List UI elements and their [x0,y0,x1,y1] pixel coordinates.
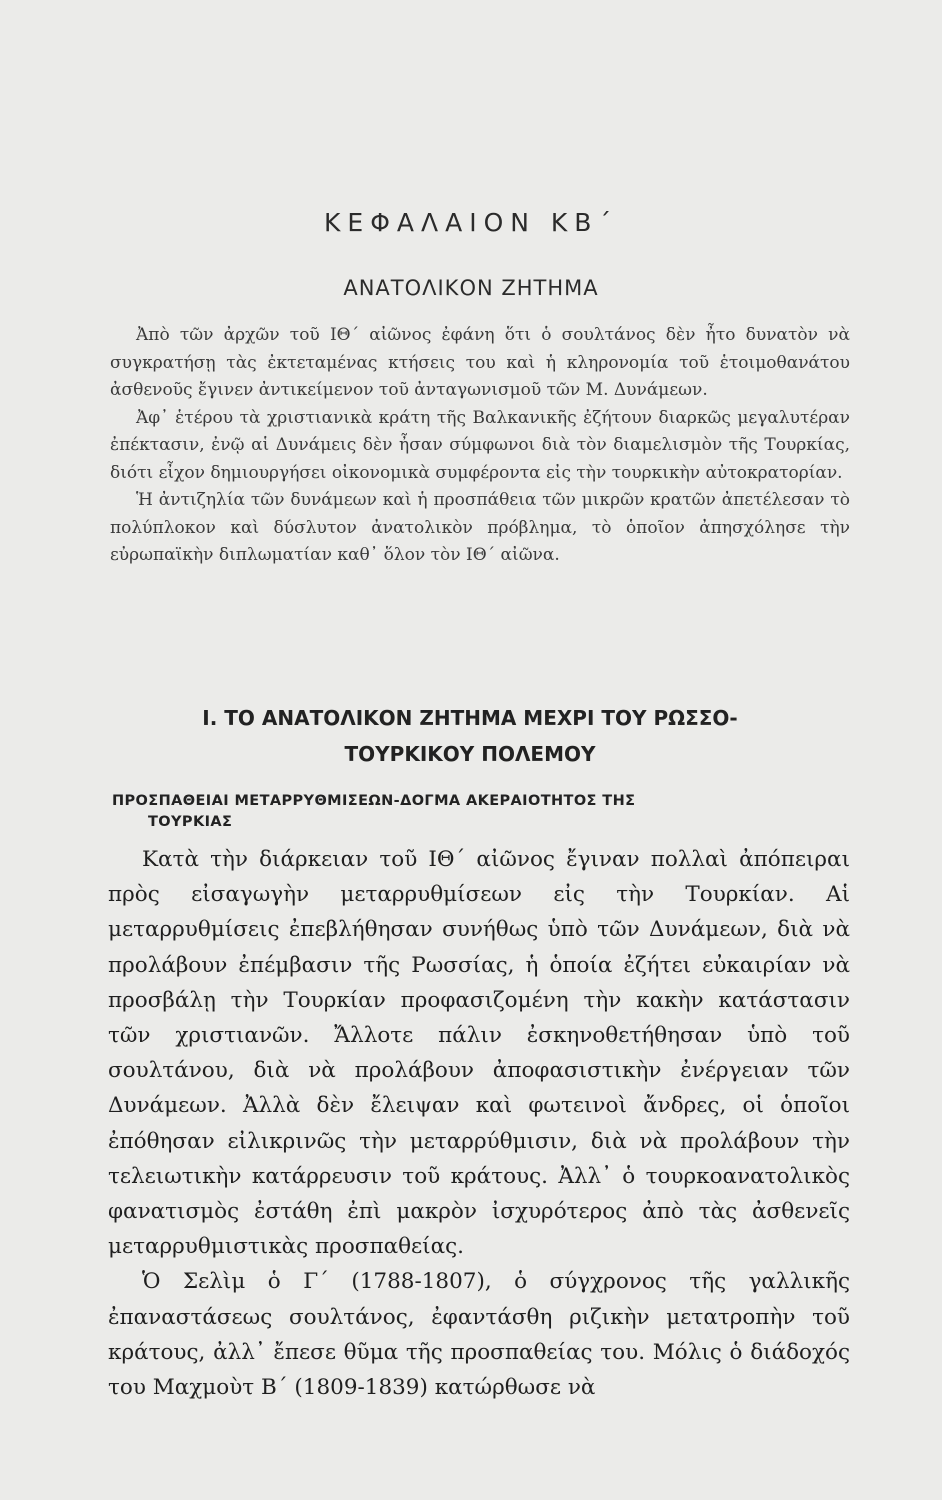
section-heading-line: Ι. ΤΟ ΑΝΑΤΟΛΙΚΟΝ ΖΗΤΗΜΑ ΜΕΧΡΙ ΤΟΥ ΡΩΣΣΟ- [202,706,738,730]
subheading-line: ΠΡΟΣΠΑΘΕΙΑΙ ΜΕΤΑΡΡΥΘΜΙΣΕΩΝ-ΔΟΓΜΑ ΑΚΕΡΑΙΟΤΗΤΟΣ ΤΗΣ [112,793,636,809]
intro-paragraph: Ἡ ἀντιζηλία τῶν δυνάμεων καὶ ἡ προσπάθεια τῶν μικρῶν κρατῶν ἀπετέλεσαν τὸ πολύπλοκον καὶ δύσλυτον ἀνατολικὸν πρόβλημα, τὸ ὁποῖον ἀπησχόλησε τὴν εὐρωπαϊκὴν διπλωματίαν καθ᾽ ὅλον τὸν ΙΘ΄ αἰῶνα. [110,490,850,565]
section-heading-line: ΤΟΥΡΚΙΚΟΥ ΠΟΛΕΜΟΥ [344,742,596,766]
intro-paragraph: Ἀπὸ τῶν ἀρχῶν τοῦ ΙΘ΄ αἰῶνος ἐφάνη ὅτι ὁ σουλτάνος δὲν ἦτο δυνατὸν νὰ συγκρατήσῃ τὰς ἐκτεταμένας κτήσεις του καὶ ἡ κληρονομία τοῦ ἑτοιμοθανάτου ἀσθενοῦς ἔγινεν ἀντικείμενον τοῦ ἀνταγωνισμοῦ τῶν Μ. Δυνάμεων. [110,325,850,400]
subheading-line: ΤΟΥΡΚΙΑΣ [148,814,233,830]
chapter-subtitle: ΑΝΑΤΟΛΙΚΟΝ ΖΗΤΗΜΑ [343,276,599,300]
body-paragraph: Ὁ Σελὶμ ὁ Γ΄ (1788-1807), ὁ σύγχρονος τῆς γαλλικῆς ἐπαναστάσεως σουλτάνος, ἐφαντάσθη ριζικὴν μετατροπὴν τοῦ κράτους, ἀλλ᾽ ἔπεσε θῦμα τῆς προσπαθείας του. Μόλις ὁ διάδοχός του Μαχμοὺτ Β΄ (1809-1839) κατώρθωσε νὰ [108,1269,850,1401]
intro-paragraph: Ἀφ᾽ ἑτέρου τὰ χριστιανικὰ κράτη τῆς Βαλκανικῆς ἐζήτουν διαρκῶς μεγαλυτέραν ἐπέκτασιν, ἐνῷ αἱ Δυνάμεις δὲν ἦσαν σύμφωνοι διὰ τὸν διαμελισμὸν τῆς Τουρκίας, διότι εἶχον δημιουργήσει οἰκονομικὰ συμφέροντα εἰς τὴν τουρκικὴν αὐτοκρατορίαν. [110,407,850,483]
intro-text [110,322,850,570]
chapter-title: ΚΕΦΑΛΑΙΟΝ ΚΒ΄ [324,208,618,237]
body-paragraph: Κατὰ τὴν διάρκειαν τοῦ ΙΘ΄ αἰῶνος ἔγιναν πολλαὶ ἀπόπειραι πρὸς εἰσαγωγὴν μεταρρυθμίσεων εἰς τὴν Τουρκίαν. Αἱ μεταρρυθμίσεις ἐπεβλήθησαν συνήθως ὑπὸ τῶν Δυνάμεων, διὰ νὰ προλάβουν ἐπέμβασιν τῆς Ρωσσίας, ἡ ὁποία ἐζήτει εὐκαιρίαν νὰ προσβάλῃ τὴν Τουρκίαν προφασιζομένη τὴν κακὴν κατάστασιν τῶν χριστιανῶν. Ἄλλοτε πάλιν ἐσκηνοθετήθησαν ὑπὸ τοῦ σουλτάνου, διὰ νὰ προλάβουν ἀποφασιστικὴν ἐνέργειαν τῶν Δυνάμεων. Ἀλλὰ δὲν ἔλειψαν καὶ φωτεινοὶ ἄνδρες, οἱ ὁποῖοι ἐπόθησαν εἰλικρινῶς τὴν μεταρρύθμισιν, διὰ νὰ προλάβουν τὴν τελειωτικὴν κατάρρευσιν τοῦ κράτους. Ἀλλ᾽ ὁ τουρκοανατολικὸς φανατισμὸς ἐστάθη ἐπὶ μακρὸν ἰσχυρότερος ἀπὸ τὰς ἀσθενεῖς μεταρρυθμιστικὰς προσπαθείας. [108,847,850,1260]
body-text [108,842,850,1405]
section-heading [120,700,820,772]
section-subheading [112,791,852,833]
